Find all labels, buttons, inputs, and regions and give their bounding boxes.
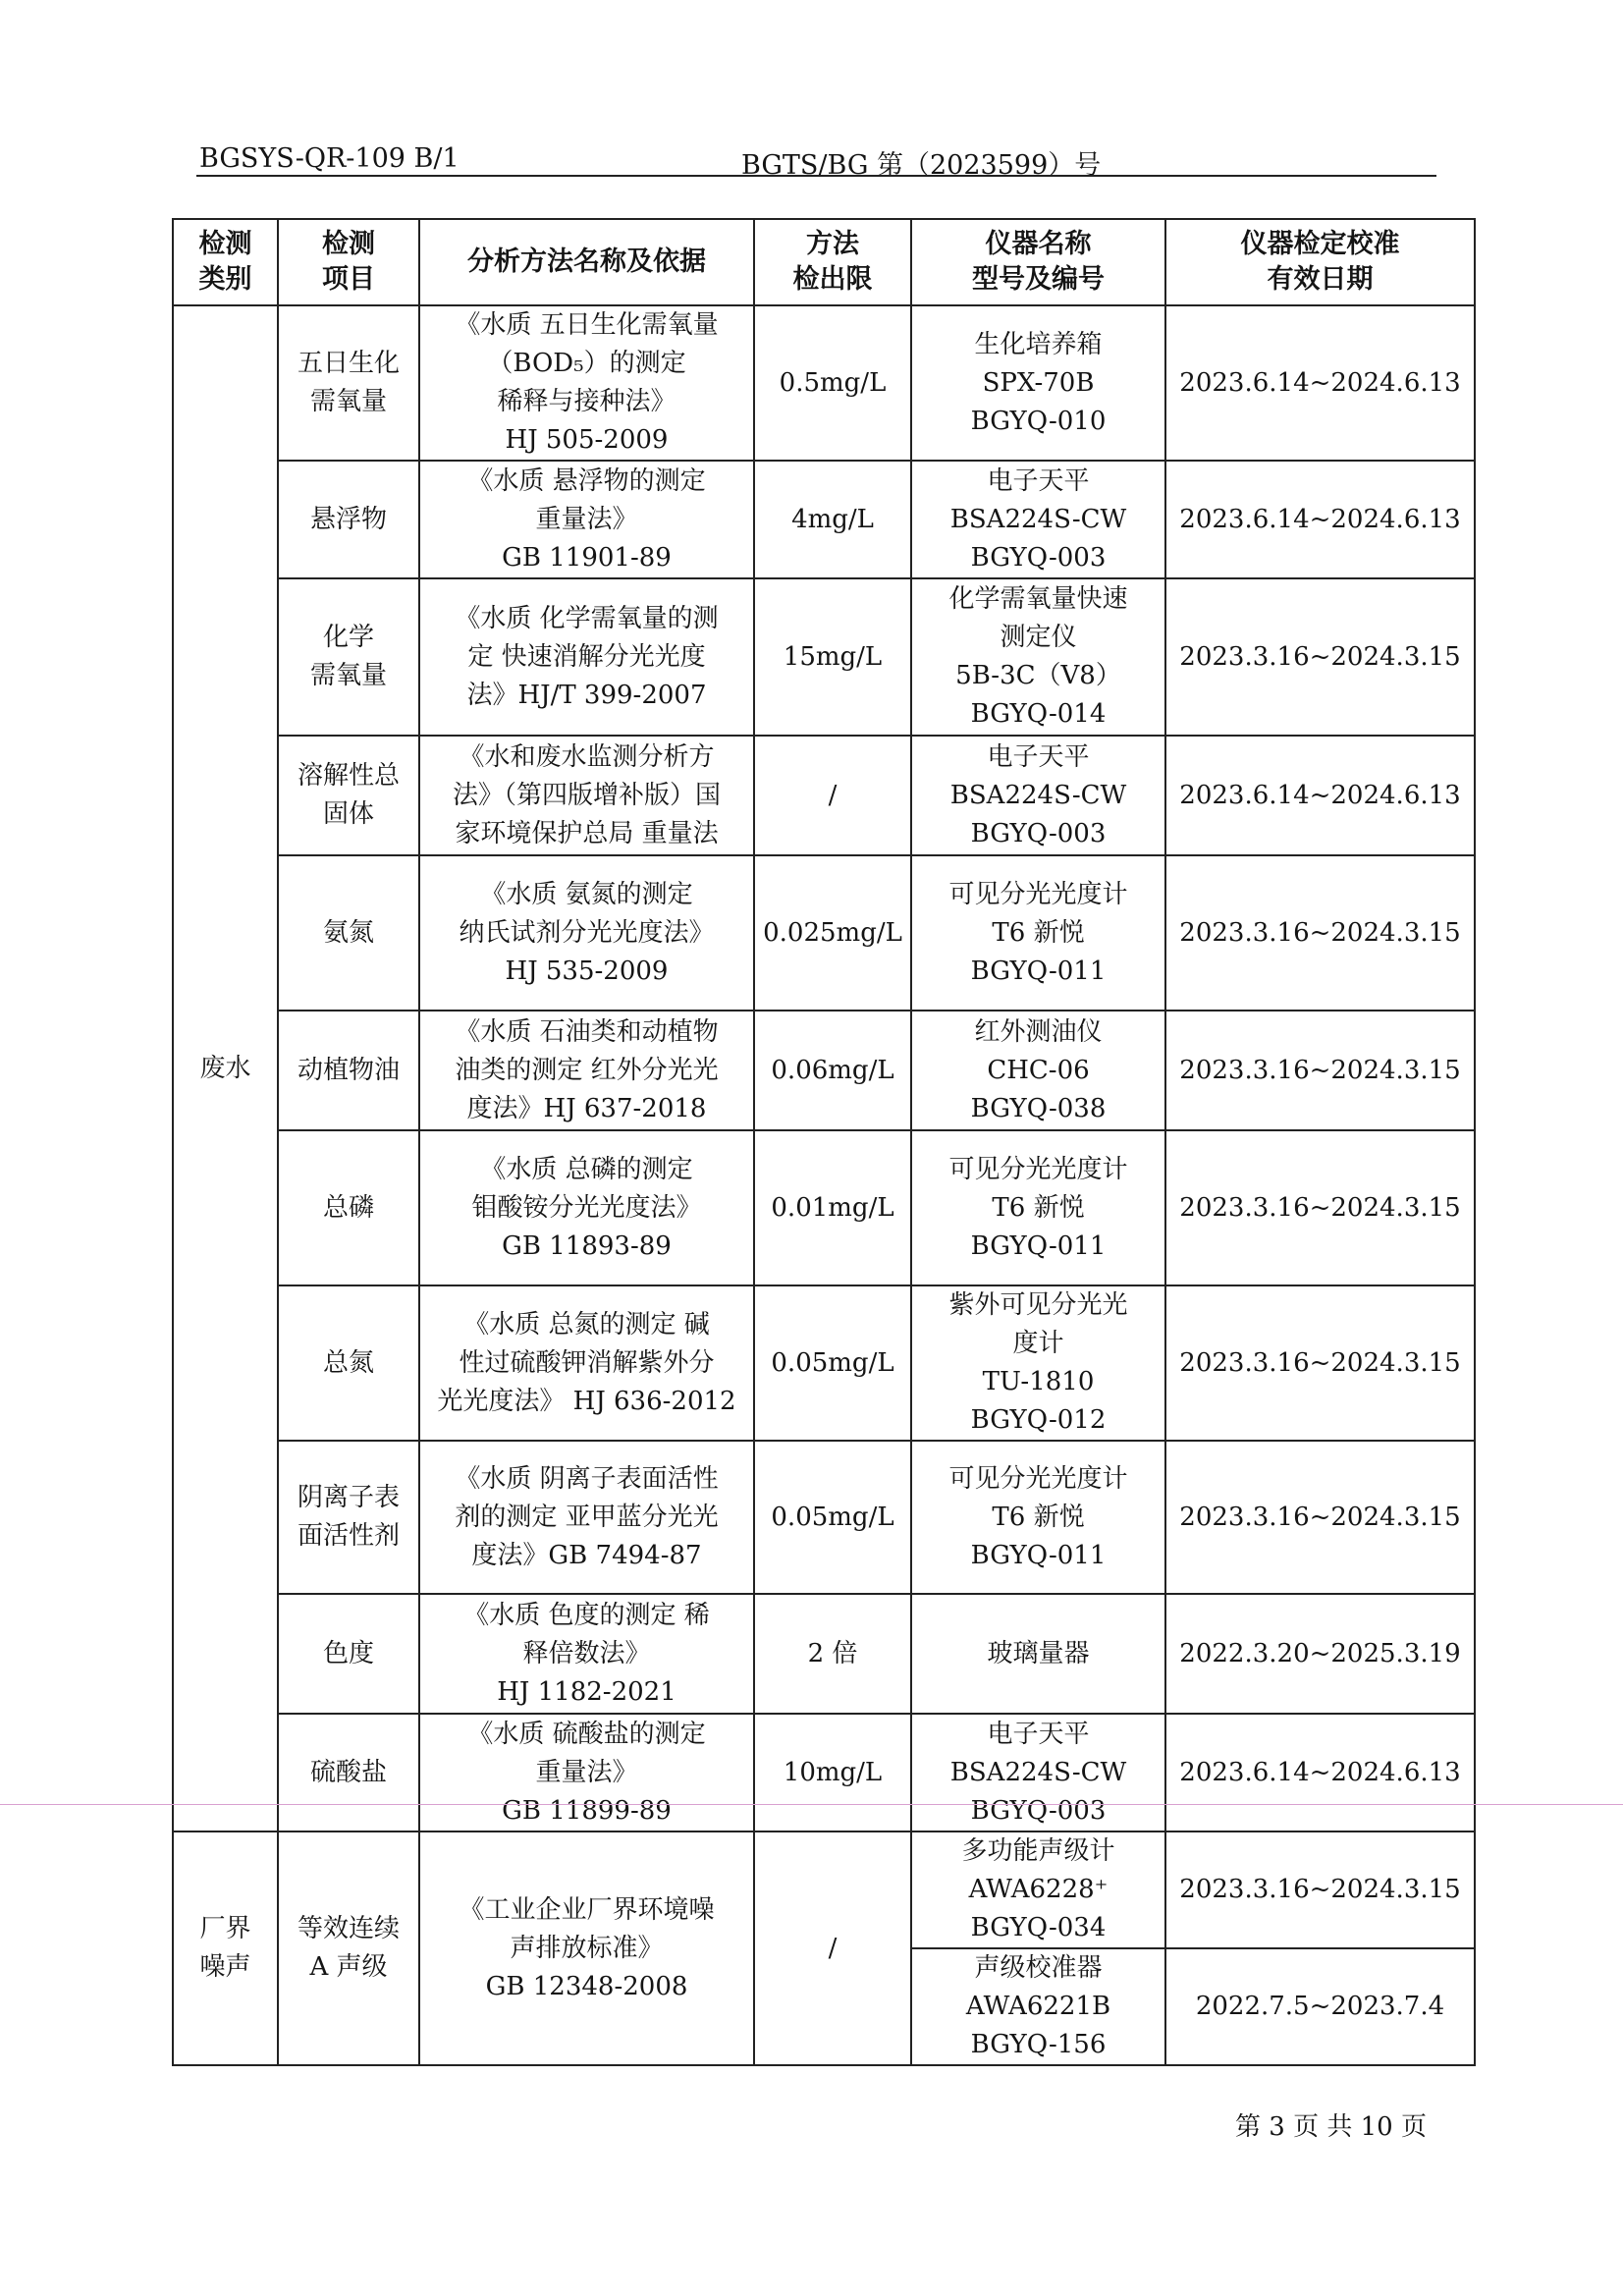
item-cell: 悬浮物	[278, 461, 419, 578]
method-cell: 《水质 氨氮的测定 纳氏试剂分光光度法》 HJ 535-2009	[419, 855, 754, 1011]
method-cell: 《水质 阴离子表面活性 剂的测定 亚甲蓝分光光 度法》GB 7494-87	[419, 1441, 754, 1594]
category-noise: 厂界 噪声	[173, 1831, 278, 2065]
table-row	[173, 1285, 1475, 1441]
instrument-cell: 紫外可见分光光 度计 TU-1810 BGYQ-012	[911, 1285, 1165, 1441]
date-cell: 2023.3.16~2024.3.15	[1165, 1441, 1475, 1594]
limit-cell: 0.5mg/L	[754, 305, 911, 461]
method-cell: 《水质 硫酸盐的测定 重量法》 GB 11899-89	[419, 1714, 754, 1831]
col-header-method: 分析方法名称及依据	[419, 219, 754, 305]
limit-cell: /	[754, 736, 911, 855]
table-row	[173, 1831, 1475, 1948]
limit-cell: 10mg/L	[754, 1714, 911, 1831]
col-header-item: 检测 项目	[278, 219, 419, 305]
item-cell: 动植物油	[278, 1011, 419, 1130]
header-rule	[196, 175, 1436, 177]
date-cell: 2023.3.16~2024.3.15	[1165, 1285, 1475, 1441]
method-cell: 《水质 总磷的测定 钼酸铵分光光度法》 GB 11893-89	[419, 1130, 754, 1285]
instrument-cell: 可见分光光度计 T6 新悦 BGYQ-011	[911, 855, 1165, 1011]
method-cell: 《水质 总氮的测定 碱 性过硫酸钾消解紫外分 光光度法》 HJ 636-2012	[419, 1285, 754, 1441]
method-cell: 《水质 五日生化需氧量 （BOD₅）的测定 稀释与接种法》 HJ 505-2009	[419, 305, 754, 461]
instrument-cell: 红外测油仪 CHC-06 BGYQ-038	[911, 1011, 1165, 1130]
table-row	[173, 461, 1475, 578]
date-cell: 2023.6.14~2024.6.13	[1165, 305, 1475, 461]
table-header-row	[173, 219, 1475, 305]
detection-methods-table	[172, 218, 1476, 2066]
limit-cell: 15mg/L	[754, 578, 911, 736]
item-cell: 阴离子表 面活性剂	[278, 1441, 419, 1594]
limit-cell: /	[754, 1831, 911, 2065]
table-row	[173, 855, 1475, 1011]
date-cell: 2022.3.20~2025.3.19	[1165, 1594, 1475, 1714]
limit-cell: 0.01mg/L	[754, 1130, 911, 1285]
limit-cell: 0.025mg/L	[754, 855, 911, 1011]
table-row	[173, 1594, 1475, 1714]
instrument-cell: 声级校准器 AWA6221B BGYQ-156	[911, 1948, 1165, 2065]
table-row	[173, 1441, 1475, 1594]
date-cell: 2023.3.16~2024.3.15	[1165, 578, 1475, 736]
date-cell: 2023.6.14~2024.6.13	[1165, 1714, 1475, 1831]
method-cell: 《工业企业厂界环境噪 声排放标准》 GB 12348-2008	[419, 1831, 754, 2065]
date-cell: 2023.6.14~2024.6.13	[1165, 461, 1475, 578]
item-cell: 氨氮	[278, 855, 419, 1011]
instrument-cell: 可见分光光度计 T6 新悦 BGYQ-011	[911, 1441, 1165, 1594]
limit-cell: 0.05mg/L	[754, 1285, 911, 1441]
col-header-date: 仪器检定校准 有效日期	[1165, 219, 1475, 305]
date-cell: 2023.3.16~2024.3.15	[1165, 1130, 1475, 1285]
table-row	[173, 1011, 1475, 1130]
table-row	[173, 305, 1475, 461]
date-cell: 2023.3.16~2024.3.15	[1165, 1011, 1475, 1130]
doc-code-left: BGSYS-QR-109 B/1	[199, 143, 460, 174]
instrument-cell: 电子天平 BSA224S-CW BGYQ-003	[911, 1714, 1165, 1831]
date-cell: 2022.7.5~2023.7.4	[1165, 1948, 1475, 2065]
col-header-category: 检测 类别	[173, 219, 278, 305]
instrument-cell: 电子天平 BSA224S-CW BGYQ-003	[911, 461, 1165, 578]
table-row	[173, 1130, 1475, 1285]
page-number: 第 3 页 共 10 页	[1235, 2112, 1427, 2142]
instrument-cell: 电子天平 BSA224S-CW BGYQ-003	[911, 736, 1165, 855]
col-header-limit: 方法 检出限	[754, 219, 911, 305]
limit-cell: 0.05mg/L	[754, 1441, 911, 1594]
instrument-cell: 可见分光光度计 T6 新悦 BGYQ-011	[911, 1130, 1165, 1285]
instrument-cell: 生化培养箱 SPX-70B BGYQ-010	[911, 305, 1165, 461]
item-cell: 等效连续 A 声级	[278, 1831, 419, 2065]
table-row	[173, 1714, 1475, 1831]
table-row	[173, 578, 1475, 736]
category-wastewater: 废水	[173, 305, 278, 1831]
method-cell: 《水质 悬浮物的测定 重量法》 GB 11901-89	[419, 461, 754, 578]
limit-cell: 0.06mg/L	[754, 1011, 911, 1130]
date-cell: 2023.3.16~2024.3.15	[1165, 1831, 1475, 1948]
date-cell: 2023.6.14~2024.6.13	[1165, 736, 1475, 855]
instrument-cell: 化学需氧量快速 测定仪 5B-3C（V8） BGYQ-014	[911, 578, 1165, 736]
method-cell: 《水质 色度的测定 稀 释倍数法》 HJ 1182-2021	[419, 1594, 754, 1714]
limit-cell: 4mg/L	[754, 461, 911, 578]
item-cell: 硫酸盐	[278, 1714, 419, 1831]
item-cell: 五日生化 需氧量	[278, 305, 419, 461]
method-cell: 《水质 石油类和动植物 油类的测定 红外分光光 度法》HJ 637-2018	[419, 1011, 754, 1130]
date-cell: 2023.3.16~2024.3.15	[1165, 855, 1475, 1011]
col-header-instrument: 仪器名称 型号及编号	[911, 219, 1165, 305]
item-cell: 总磷	[278, 1130, 419, 1285]
doc-code-right: BGTS/BG 第（2023599）号	[741, 150, 1102, 181]
instrument-cell: 玻璃量器	[911, 1594, 1165, 1714]
instrument-cell: 多功能声级计 AWA6228⁺ BGYQ-034	[911, 1831, 1165, 1948]
table-row	[173, 736, 1475, 855]
limit-cell: 2 倍	[754, 1594, 911, 1714]
item-cell: 总氮	[278, 1285, 419, 1441]
item-cell: 溶解性总 固体	[278, 736, 419, 855]
method-cell: 《水和废水监测分析方 法》（第四版增补版）国 家环境保护总局 重量法	[419, 736, 754, 855]
item-cell: 化学 需氧量	[278, 578, 419, 736]
scan-artifact-line	[0, 1804, 1623, 1805]
item-cell: 色度	[278, 1594, 419, 1714]
method-cell: 《水质 化学需氧量的测 定 快速消解分光光度 法》HJ/T 399-2007	[419, 578, 754, 736]
